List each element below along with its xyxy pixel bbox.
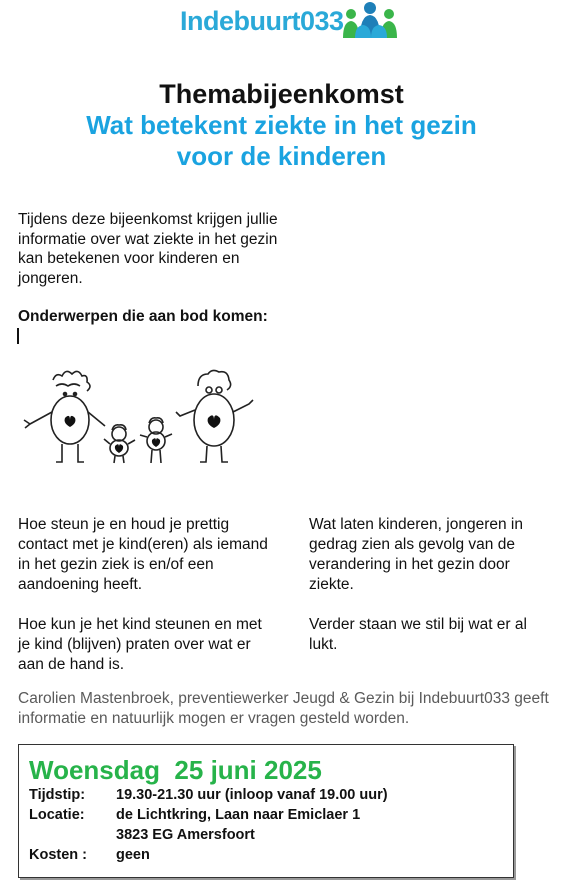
family-drawing bbox=[15, 368, 255, 468]
cost-label: Kosten : bbox=[29, 847, 87, 863]
text-cursor bbox=[17, 328, 19, 344]
cost-row bbox=[29, 845, 503, 865]
page-title: Themabijeenkomst bbox=[159, 79, 404, 109]
intro-text: Tijdens deze bijeenkomst krijgen jullie informatie over wat ziekte in het gezin kan betekenen voor kinderen en jongeren. bbox=[18, 211, 278, 287]
page-subtitle-line1: Wat betekent ziekte in het gezin bbox=[86, 110, 477, 140]
topic-item: Verder staan we stil bij wat er al lukt. bbox=[309, 616, 527, 653]
title-block bbox=[0, 78, 563, 172]
time-row bbox=[29, 785, 503, 805]
time-label: Tijdstip: bbox=[29, 787, 86, 803]
page-subtitle-line2: voor de kinderen bbox=[176, 141, 387, 171]
topic-item: Wat laten kinderen, jongeren in gedrag zien als gevolg van de verandering in het gezin door ziekte. bbox=[309, 516, 523, 593]
time-value: 19.30-21.30 uur (inloop vanaf 19.00 uur) bbox=[116, 787, 388, 803]
location-label: Locatie: bbox=[29, 807, 85, 823]
logo-text: Indebuurt033 bbox=[180, 6, 344, 36]
event-date: Woensdag 25 juni 2025 bbox=[29, 755, 322, 785]
presenter-text: Carolien Mastenbroek, preventiewerker Jeugd & Gezin bij Indebuurt033 geeft informatie en natuurlijk mogen er vragen gesteld worden. bbox=[18, 690, 549, 727]
cost-value: geen bbox=[116, 847, 150, 863]
location-value-2: 3823 EG Amersfoort bbox=[116, 827, 255, 843]
logo bbox=[180, 0, 400, 42]
location-row-2 bbox=[29, 825, 503, 845]
location-value: de Lichtkring, Laan naar Emiclaer 1 bbox=[116, 807, 361, 823]
topics-heading: Onderwerpen die aan bod komen: bbox=[18, 308, 268, 325]
topics-right-column bbox=[309, 515, 554, 675]
people-group-icon bbox=[341, 0, 399, 40]
event-info-box bbox=[18, 744, 514, 878]
topics-left-column bbox=[18, 515, 268, 695]
location-row bbox=[29, 805, 503, 825]
topic-item: Hoe steun je en houd je prettig contact met je kind(eren) als iemand in het gezin ziek is en/of een aandoening heeft. bbox=[18, 516, 268, 593]
topic-item: Hoe kun je het kind steunen en met je kind (blijven) praten over wat er aan de hand is. bbox=[18, 616, 262, 673]
